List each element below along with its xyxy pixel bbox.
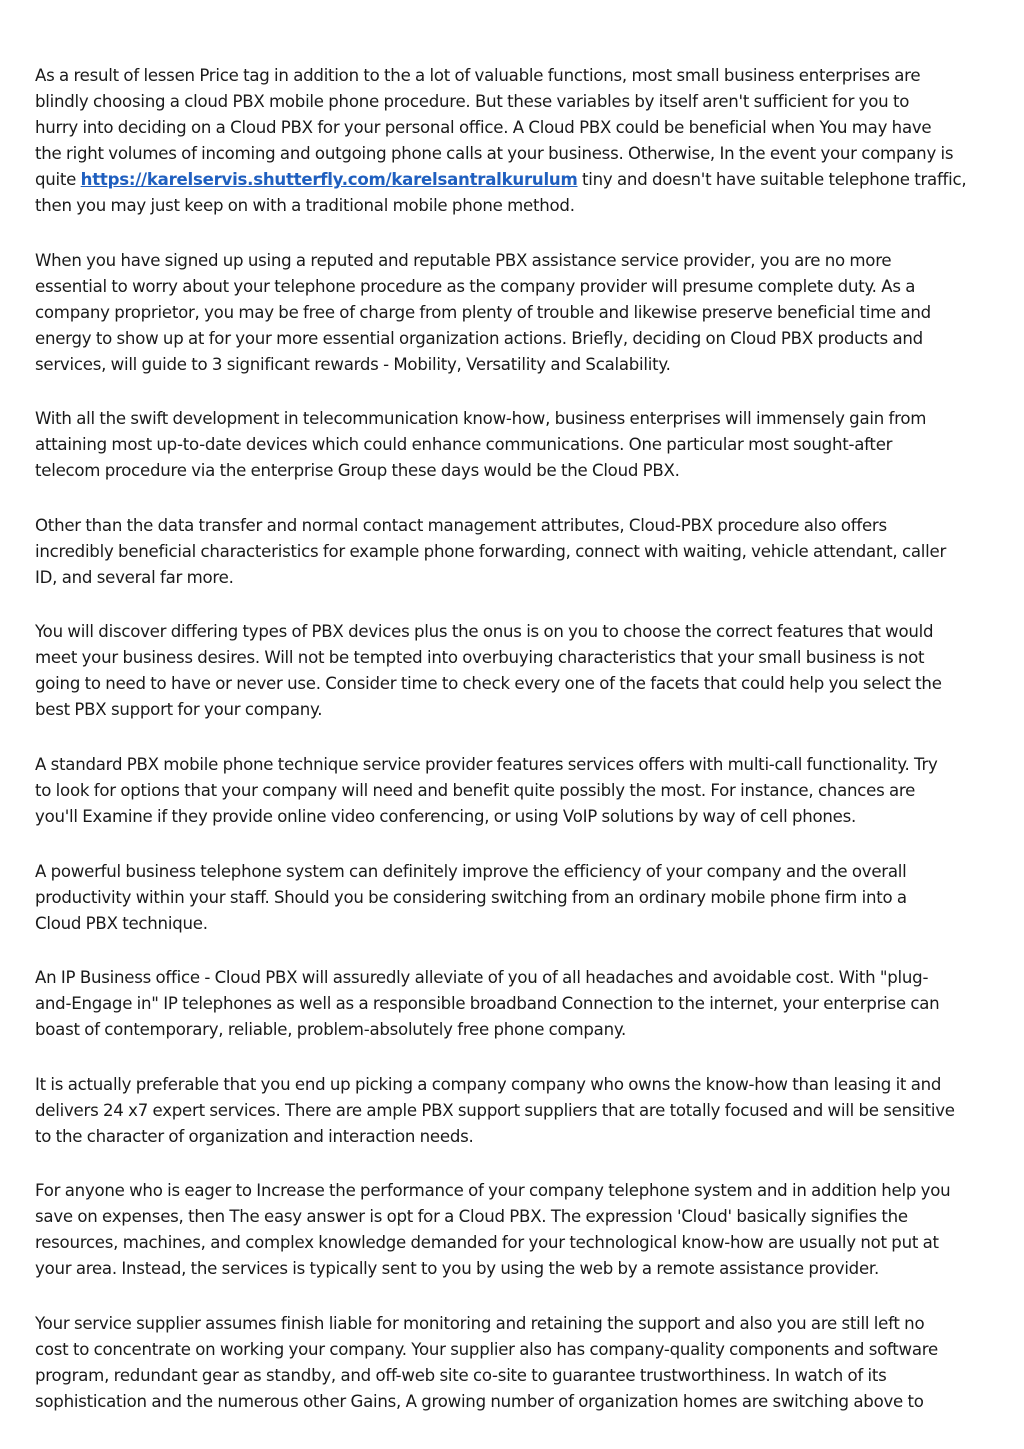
paragraph	[35, 1178, 995, 1282]
text-line: and-Engage in" IP telephones as well as a responsible broadband Connection to the internet, your enterprise can	[35, 994, 940, 1014]
text-line: It is actually preferable that you end up picking a company company who owns the know-how than leasing it and	[35, 1074, 942, 1094]
text-line: When you have signed up using a reputed and reputable PBX assistance service provider, you are no more	[35, 250, 892, 270]
text-line: For anyone who is eager to Increase the performance of your company telephone system and in addition help you	[35, 1181, 951, 1201]
text-line: A standard PBX mobile phone technique service provider features services offers with multi-call functionality. Try	[35, 754, 938, 774]
text-line: you'll Examine if they provide online video conferencing, or using VoIP solutions by way of cell phones.	[35, 806, 857, 826]
text-line: With all the swift development in telecommunication know-how, business enterprises will immensely gain from	[35, 409, 927, 429]
link-suffix-text: tiny and doesn't have suitable telephone traffic,	[577, 170, 967, 189]
text-line: An IP Business office - Cloud PBX will assuredly alleviate of you of all headaches and avoidable cost. With "plug-	[35, 968, 929, 988]
paragraph	[35, 752, 995, 830]
text-line: Other than the data transfer and normal contact management attributes, Cloud-PBX procedure also offers	[35, 515, 887, 535]
text-line: your area. Instead, the services is typically sent to you by using the web by a remote assistance provider.	[35, 1259, 880, 1279]
link-prefix-text: quite	[35, 170, 81, 189]
text-line: going to need to have or never use. Consider time to check every one of the facets that could help you select the	[35, 674, 942, 694]
text-line: program, redundant gear as standby, and off-web site co-site to guarantee trustworthiness. In watch of its	[35, 1365, 887, 1385]
karelservis-link[interactable]: https://karelservis.shutterfly.com/karelsantralkurulum	[80, 170, 578, 189]
text-line: Your service supplier assumes finish liable for monitoring and retaining the support and also you are still left no	[35, 1313, 925, 1333]
text-line: to the character of organization and interaction needs.	[35, 1126, 474, 1146]
paragraph	[35, 859, 995, 937]
paragraph	[35, 1311, 995, 1415]
article-body	[35, 63, 995, 1444]
text-line: blindly choosing a cloud PBX mobile phone procedure. But these variables by itself aren't sufficient for you to	[35, 92, 910, 111]
paragraph	[35, 965, 995, 1043]
text-line: resources, machines, and complex knowledge demanded for your technological know-how are usually not put at	[35, 1233, 939, 1253]
text-line: company proprietor, you may be free of charge from plenty of trouble and likewise preserve beneficial time and	[35, 302, 931, 322]
text-line: cost to concentrate on working your company. Your supplier also has company-quality components and software	[35, 1339, 938, 1359]
text-line: services, will guide to 3 significant rewards - Mobility, Versatility and Scalability.	[35, 354, 671, 374]
text-line: telecom procedure via the enterprise Group these days would be the Cloud PBX.	[35, 461, 680, 481]
paragraph	[35, 63, 995, 219]
paragraph	[35, 406, 995, 484]
text-line: to look for options that your company will need and benefit quite possibly the most. For instance, chances are	[35, 780, 916, 800]
text-line: delivers 24 x7 expert services. There are ample PBX support suppliers that are totally focused and will be sensitive	[35, 1100, 955, 1120]
paragraph	[35, 1072, 995, 1150]
paragraph	[35, 513, 995, 591]
paragraph	[35, 619, 995, 723]
text-line: boast of contemporary, reliable, problem-absolutely free phone company.	[35, 1020, 627, 1040]
text-line: A powerful business telephone system can definitely improve the efficiency of your company and the overall	[35, 861, 907, 881]
text-line: Cloud PBX technique.	[35, 913, 208, 933]
text-line: sophistication and the numerous other Gains, A growing number of organization homes are switching above to	[35, 1391, 924, 1411]
text-line: incredibly beneficial characteristics for example phone forwarding, connect with waiting, vehicle attendant, caller	[35, 541, 947, 561]
text-line: energy to show up at for your more essential organization actions. Briefly, deciding on Cloud PBX products and	[35, 328, 923, 348]
text-line: essential to worry about your telephone procedure as the company provider will presume complete duty. As a	[35, 276, 916, 296]
text-line: save on expenses, then The easy answer is opt for a Cloud PBX. The expression 'Cloud' basically signifies the	[35, 1207, 908, 1227]
text-line: productivity within your staff. Should you be considering switching from an ordinary mobile phone firm into a	[35, 887, 907, 907]
text-line: the right volumes of incoming and outgoing phone calls at your business. Otherwise, In the event your company is	[35, 144, 954, 163]
text-line: meet your business desires. Will not be tempted into overbuying characteristics that your small business is not	[35, 648, 925, 668]
text-line: attaining most up-to-date devices which could enhance communications. One particular most sought-after	[35, 435, 893, 455]
text-line: ID, and several far more.	[35, 567, 234, 587]
paragraph	[35, 248, 995, 378]
text-line: You will discover differing types of PBX devices plus the onus is on you to choose the correct features that would	[35, 622, 934, 642]
text-line: hurry into deciding on a Cloud PBX for your personal office. A Cloud PBX could be beneficial when You may have	[35, 118, 932, 137]
text-line: best PBX support for your company.	[35, 700, 323, 720]
text-line-with-link	[35, 167, 995, 193]
text-line: then you may just keep on with a traditional mobile phone method.	[35, 196, 575, 215]
text-line: As a result of lessen Price tag in addition to the a lot of valuable functions, most small business enterprises are	[35, 66, 921, 85]
